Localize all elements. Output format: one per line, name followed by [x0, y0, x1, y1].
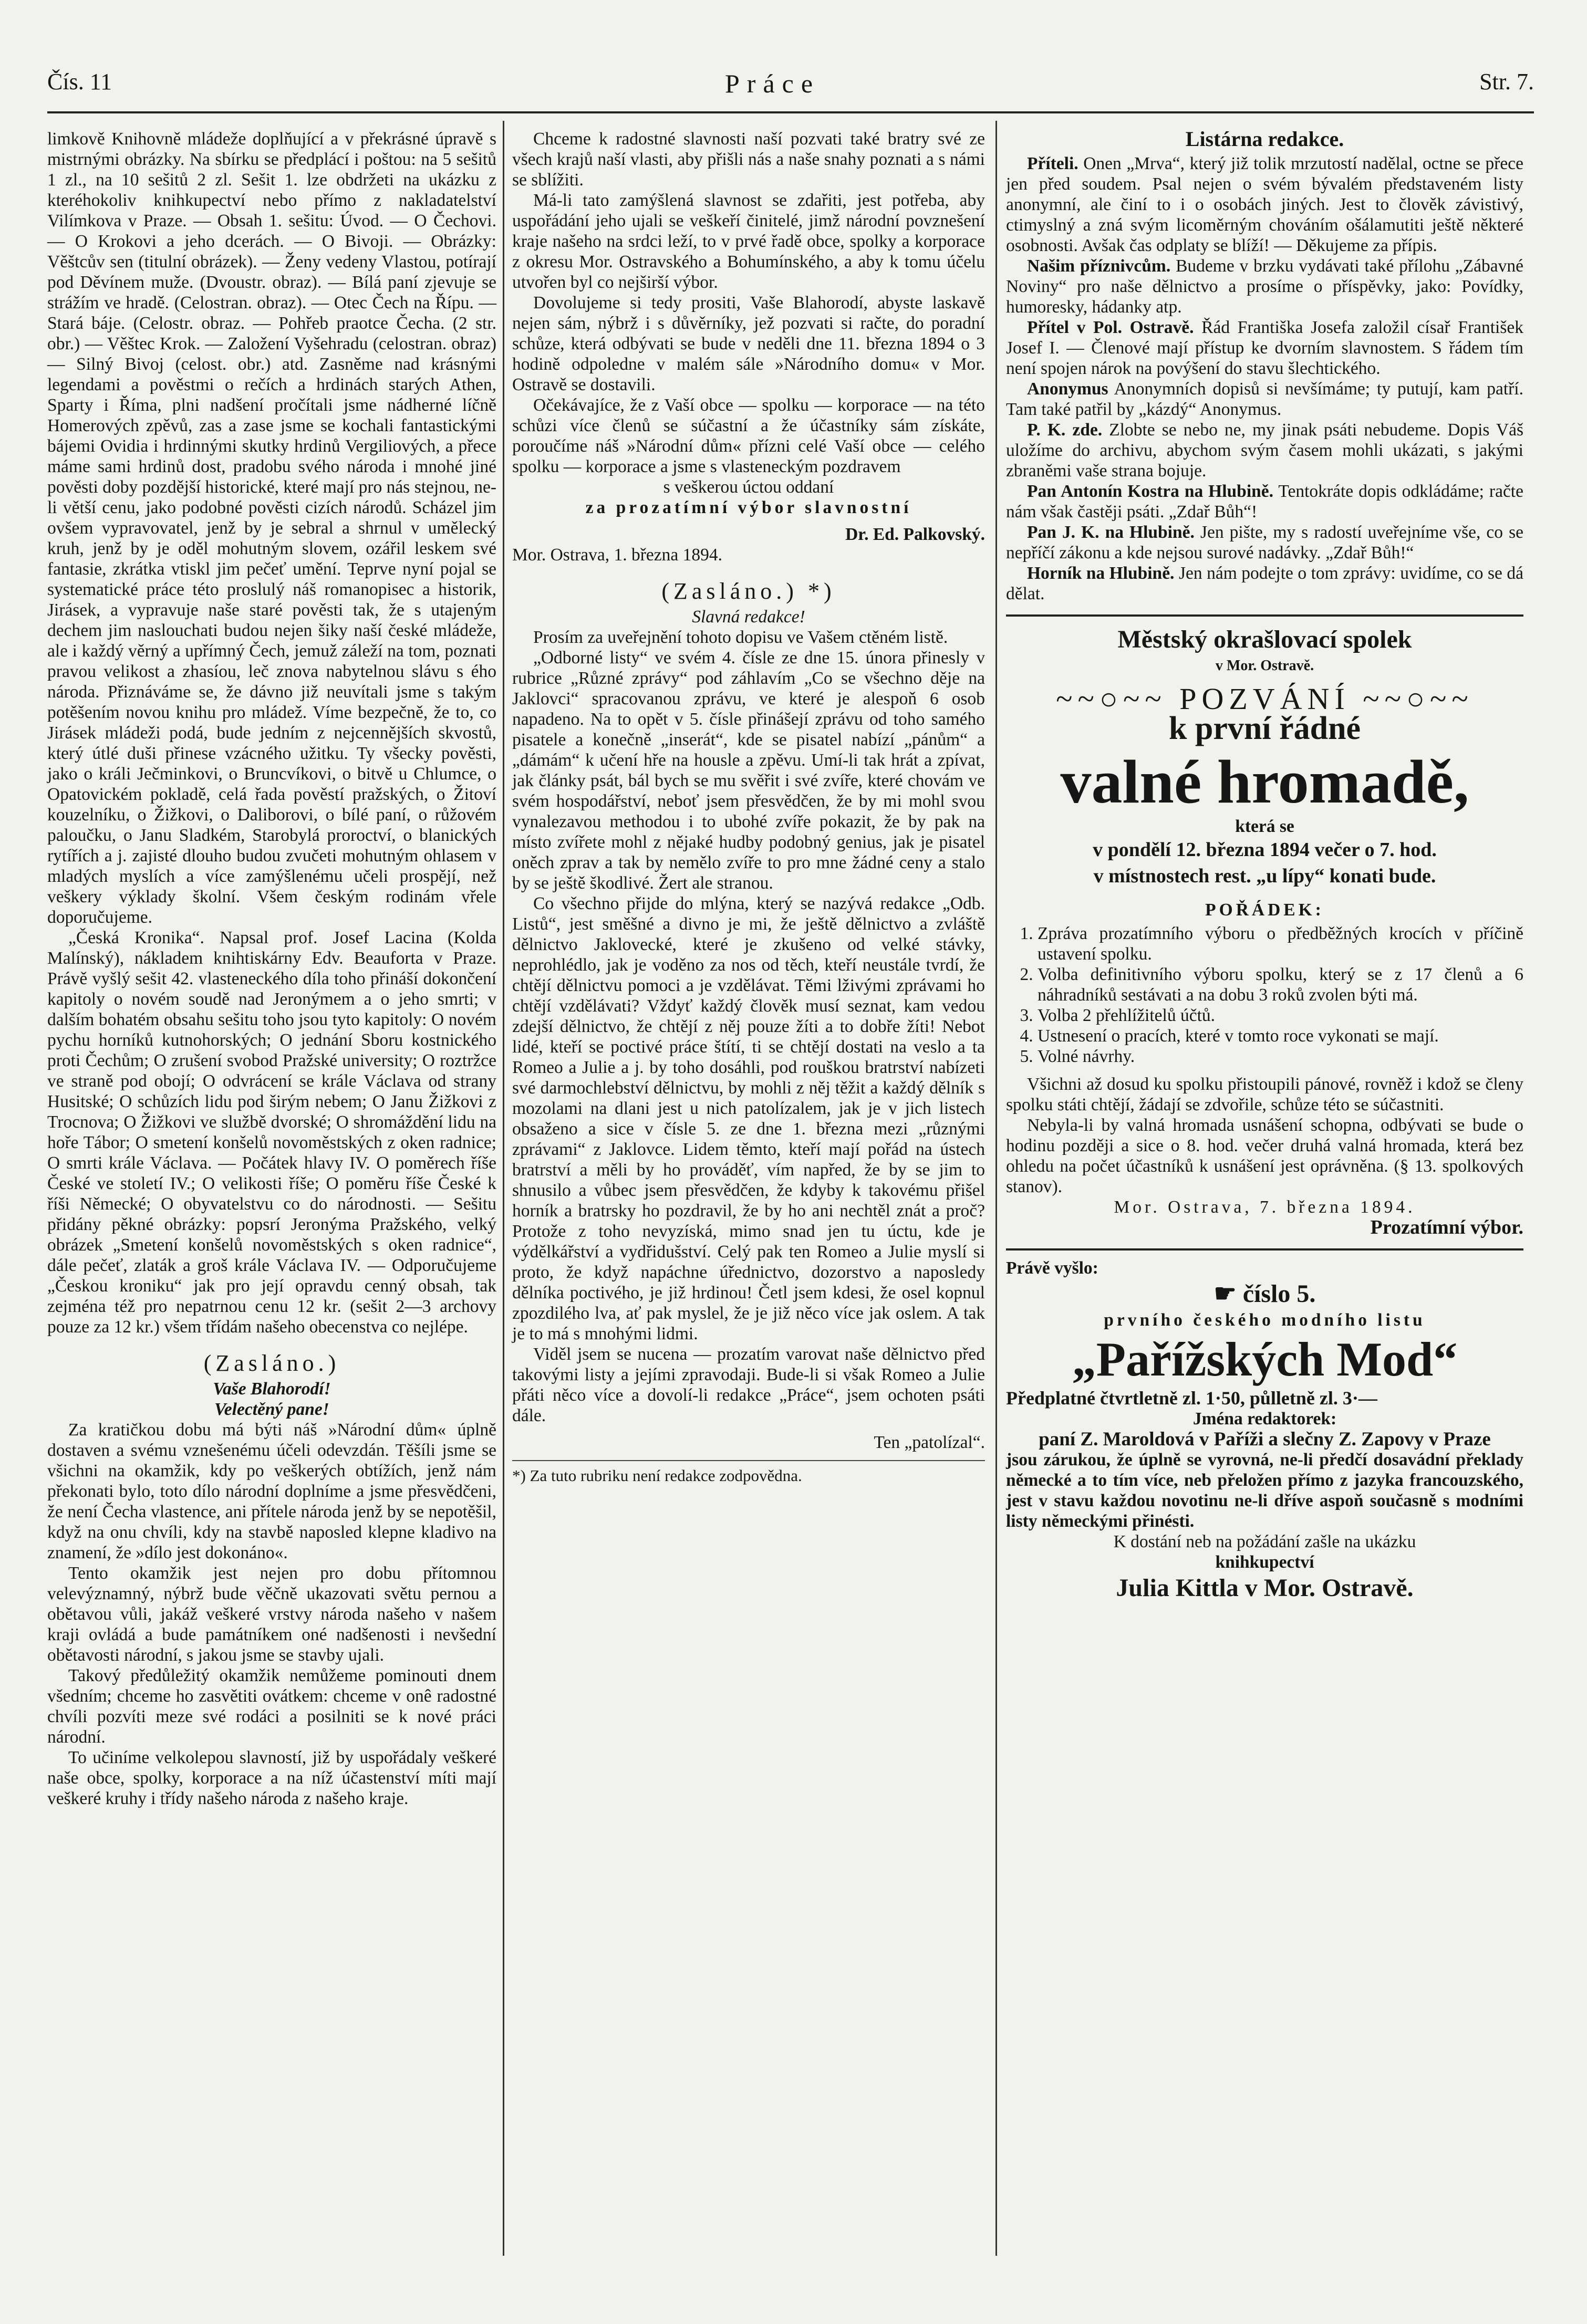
salutation: Velectěný pane!: [214, 1400, 329, 1419]
list-item: 1. Zpráva prozatímního výboru o předběžných krocích v příčině ustavení spolku.: [1038, 923, 1523, 964]
listarna-item: Pan Antonín Kostra na Hlubině. Tentokráte dopis odkládáme; račte nám však častěji psáti. „Zdař Bůh“!: [1006, 482, 1523, 522]
listarna-item: Přítel v Pol. Ostravě. Řád Františka Josefa založil císař František Josef I. — Členové mají přístup ke dvorním slavnostem. S řádem tím není spojen nárok na povýšení do stavu šlechtického.: [1006, 318, 1523, 378]
spolek-note: Všichni až dosud ku spolku přistoupili pánové, rovněž i kdož se členy spolku státi chtějí, žádají se zdvořile, schůze této se súčastniti.: [1006, 1075, 1523, 1114]
ad-knihkupectvi: knihkupectví: [1215, 1552, 1314, 1572]
letter-paragraph: „Odborné listy“ ve svém 4. čísle ze dne 15. února přinesly v rubrice „Různé zprávy“ pod záhlavím „Co se všechno děje na Jaklovci“ spracovanou zprávu, ve které je alespoň 6 osob napadeno. Na to opět v 5. čísle přinášejí zprávu od toho samého pisatele a konečně „inserát“, kde se pisatel nabízí „pánům“ a „dámám“ k učení hře na housle a zpěvu. Umí-li tak hrát a zpívat, jak články psát, bál bych se mu svěřit i své zvíře, které chovám ve svém hospodářství, neboť jsem přesvědčen, že by mi mohl svou vynalezavou methodou i to ubohé zvíře pokazit, že by pak na místo zvířete mohl z nějaké hudby podobný genius, jak je pisatel oněch zprav a tak by nemělo zvíře to pro mne žádné ceny a stalo by se ještě škodlivé. Žert ale stranou.: [512, 648, 985, 893]
newspaper-title: Práce: [725, 69, 821, 98]
ad-prvniho: prvního českého modního listu: [1104, 1310, 1426, 1330]
column-divider: [503, 121, 504, 2256]
letter-paragraph: Tento okamžik jest nejen pro dobu přítomnou velevýznamný, nýbrž bude věčně ukazovati světu pernou a obětavou vůli, jakáž veškeré vrstvy národa našeho v našem kraji ovládá a bude památníkem oné nadšenosti i nevšední obětavosti národní, s jakou jsme se stavby ujali.: [47, 1564, 496, 1665]
letter-paragraph: Chceme k radostné slavnosti naší pozvati také bratry své ze všech krajů naší vlasti, aby přišli nás a naše snahy poznati a s námi se sblížiti.: [512, 129, 985, 190]
listarna-item: Horník na Hlubině. Jen nám podejte o tom zprávy: uvidíme, co se dá dělat.: [1006, 564, 1523, 603]
greeting: s veškerou úctou oddaní: [663, 477, 834, 497]
spolek-announcement: [1006, 614, 1523, 1238]
ad-vyslo: Právě vyšlo:: [1006, 1258, 1098, 1278]
issue-number: Čís. 11: [47, 69, 112, 95]
column-2: [512, 129, 985, 1486]
spolek-signed: Prozatímní výbor.: [1370, 1216, 1523, 1238]
column-3: [1006, 129, 1523, 1604]
footnote: *) Za tuto rubriku není redakce zodpovědna.: [512, 1460, 985, 1486]
list-item: 5. Volné návrhy.: [1038, 1046, 1523, 1067]
ad-text: jsou zárukou, že úplně se vyrovná, ne-li předčí dosavádní překlady německé a to tím více, neb přeložen přímo z jazyka francouzského, jest v stavu každou novotinu ne-li dříve aspoň současně s modními listy německými přinésti.: [1006, 1450, 1523, 1531]
letter-paragraph: Má-li tato zamýšlená slavnost se zdařiti, jest potřeba, aby uspořádání jeho ujali se veškeří činitelé, jimž národní povznešení kraje našeho na srdci leží, to v prvé řadě obce, spolky a korporace z okresu Mor. Ostravského a Bohumínského, a aby k tomu účelu utvořen byl co nejširší výbor.: [512, 191, 985, 292]
signature: Ten „patolízal“.: [874, 1433, 985, 1452]
zaslano-heading: (Zasláno.): [203, 1350, 340, 1376]
spolek-date: Mor. Ostrava, 7. března 1894.: [1114, 1197, 1416, 1217]
ktera-se: která se: [1235, 817, 1294, 836]
letter-paragraph: Očekávajíce, že z Vaší obce — spolku — korporace — na této schůzi více členů se súčastní a že účastníky sám získáte, poroučíme náš »Národní dům« přízni celé Vaší obce — celého spolku — korporace a jsme s vlasteneckým pozdravem: [512, 395, 985, 476]
spolek-place: v Mor. Ostravě.: [1215, 658, 1314, 674]
ad-julius: Julia Kittla v Mor. Ostravě.: [1116, 1574, 1414, 1602]
column-1: [47, 129, 496, 1809]
listarna-item: Pan J. K. na Hlubině. Jen pište, my s radostí uveřejníme vše, co se nepříčí zákonu a kde nejsou surové nadávky. „Zdař Bůh!“: [1006, 523, 1524, 562]
page-header: [47, 58, 1534, 105]
listarna-heading: Listárna redakce.: [1185, 127, 1344, 151]
header-rule: [47, 111, 1534, 113]
salutation: Slavná redakce!: [692, 607, 805, 627]
list-item: 2. Volba definitivního výboru spolku, který se z 17 členů a 6 náhradníků sestávati a na dobu 3 roků zvolen býti má.: [1038, 964, 1523, 1005]
list-item: 4. Ustnesení o pracích, které v tomto roce vykonati se mají.: [1038, 1026, 1523, 1046]
program-list: [1006, 923, 1523, 1067]
letter-paragraph: Viděl jsem se nucena — prozatím varovat naše dělnictvo před takovými listy a jejími zpravodaji. Bude-li si však Romeo a Julie přáti něco více a dovolí-li redakce „Práce“, jsem ochoten psáti dále.: [512, 1345, 985, 1425]
list-item: 3. Volba 2 přehlížitelů účtů.: [1038, 1005, 1523, 1026]
pozvani-heading: ~~○~~ POZVÁNÍ ~~○~~: [1056, 682, 1474, 716]
column-divider: [995, 121, 997, 2256]
ad-title: „Pařížských Mod“: [1072, 1332, 1458, 1386]
letter-paragraph: Za kratičkou dobu má býti náš »Národní dům« úplně dostaven a svému vznešenému účeli odevzdán. Těšíli jsme se všichni na okamžik, kdy po veškerých obtížích, jenž nám překonati bylo, toto dílo národní doplníme a jsme přesvědčeni, že není Čecha vlastence, ani přítele národa jenž by se nepotěšil, když na onu chvíli, kdy na stavbě naposled klepne kladivo na znamení, že »dílo jest dokonáno«.: [47, 1420, 496, 1562]
ad-editors: paní Z. Maroldová v Paříži a slečny Z. Zapovy v Praze: [1039, 1429, 1491, 1450]
spolek-name: Městský okrašlovací spolek: [1117, 626, 1412, 653]
letter-paragraph: To učiníme velkolepou slavností, již by uspořádaly veškeré naše obce, spolky, korporace a na níž účastenství míti mají veškeré kruhy i třídy našeho národa z našeho kraje.: [47, 1748, 496, 1808]
ad-dostani: K dostání neb na požádání zašle na ukázku: [1113, 1532, 1416, 1551]
listarna-item: P. K. zde. Zlobte se nebo ne, my jinak psáti nebudeme. Dopis Váš uložíme do archivu, abychom svým časem mohli ukázati, s jakými zbraněmi vaše strana bojuje.: [1006, 420, 1523, 481]
ornament-icon: ~~○~~: [1056, 682, 1180, 716]
zaslano-heading: (Zasláno.) *): [661, 578, 836, 604]
k-prvni: k první řádné: [1168, 711, 1361, 746]
poradek-heading: POŘÁDEK:: [1205, 900, 1324, 920]
meeting-datetime: v pondělí 12. března 1894 večer o 7. hod.: [1093, 839, 1437, 861]
meeting-venue: v místnostech rest. „u lípy“ konati bude.: [1093, 865, 1436, 887]
valne-hromade: valné hromadě,: [1060, 747, 1469, 816]
signature: Dr. Ed. Palkovský.: [845, 525, 985, 544]
listarna-item: Příteli. Onen „Mrva“, který již tolik mrzutostí nadělal, octne se přece jen před soudem. Psal nejen o svém bývalém představeném listy anonymní, ale činí to i o osobách jiných. Jest to člověk závistivý, ctimyslný a zná svým licoměrným chováním ošálamutiti ještě některé osobnosti. Avšak čas odplaty se blíží! — Děkujeme za přípis.: [1006, 154, 1523, 255]
spolek-note: Nebyla-li by valná hromada usnášení schopna, odbývati se bude o hodinu později a sice o 8. hod. večer druhá valná hromada, která bez ohledu na počet účastníků k usnášení jest oprávněna. (§ 13. spolkových stanov).: [1006, 1116, 1523, 1196]
letter-paragraph: Takový předůležitý okamžik nemůžeme pominouti dnem všedním; chceme ho zasvětiti ovátkem: chceme v onê radostné chvíli pozvíti meze své rodáci a posilniti se k nové práci národní.: [47, 1666, 496, 1747]
book-review-kronika: „Česká Kronika“. Napsal prof. Josef Lacina (Kolda Malínský), nákladem knihtiskárny Edv. Beauforta v Praze. Právě vyšlý sešit 42. vlasteneckého díla toho přináší dokončení kapitoly o novém soudě nad Jeronýmem a o jeho smrti; v dalším bohatém obsahu sešitu toho jsou tyto kapitoly: O novém pychu horníků kutnohorských; O jednání Sboru kostnického proti Čechům; O zrušení svobod Pražské university; O roztržce ve straně pod obojí; O odvrácení se krále Václava od strany Husitské; O schůzích lidu pod širým nebem; O Janu Žižkovi z Trocnova; O Žižkovi ve službě dvorské; O shromáždění lidu na hoře Tábor; O smetení konšelů novoměstských z oken radnice; O smrti krále Václava. — Počátek hlavy IV. O poměrech říše České ve století IV.; O velikosti říše; O poměru říše České k říši Německé; O obyvatelstvu co do národnosti. — Sešitu přidány pěkné obrázky: popsrí Jeronýma Pražského, velký obrázek „Smetení konšelů novoměstských s oken radnice“, dále pečeť, zlaták a groš krále Václava IV. — Odporučujeme „Českou kroniku“ jak pro její opravdu cenný obsah, tak zejména též pro nepatrnou cenu 12 kr. (sešit 2—3 archovy pouze za 12 kr.) všem třídám našeho obecenstva co nejlépe.: [47, 928, 496, 1337]
ad-cislo: ☛ číslo 5.: [1213, 1280, 1316, 1308]
letter-paragraph: Dovolujeme si tedy prositi, Vaše Blahorodí, abyste laskavě nejen sám, nýbrž i s důvěrníky, jež pozvati si račte, do poradní schůze, která odbývati se bude v neděli dne 11. března 1894 o 3 hodině odpoledne v malém sále »Národního domu« v Mor. Ostravě se dostavili.: [512, 293, 985, 394]
ornament-icon: ~~○~~: [1350, 682, 1474, 716]
ad-jmena: Jména redaktorek:: [1192, 1409, 1337, 1429]
letter-paragraph: Prosím za uveřejnění tohoto dopisu ve Vašem ctěném listě.: [533, 628, 948, 647]
pointing-hand-icon: ☛: [1213, 1280, 1243, 1308]
book-review-jirasek: limkově Knihovně mládeže doplňující a v překrásné úpravě s mistrnými obrázky. Na sbírku se předplácí i poštou: na 5 sešitů 1 zl., na 10 sešitů 2 zl. Sešit 1. lze obdržeti na ukázku z kteréhokoliv knihkupectví nebo přímo z nakladatelství Vilímkova v Praze. — Obsah 1. sešitu: Úvod. — O Čechovi. — O Krokovi a jeho dcerách. — O Bivoji. — Obrázky: Věštcův sen (titulní obrázek). — Ženy vedeny Vlastou, potírají pod Děvínem muže. (Dvoustr. obraz). — Bílá paní zjevuje se strážím ve hradě. (Celostran. obraz). — Otec Čech na Řípu. — Stará báje. (Celostr. obraz. — Pohřeb praotce Čecha. (2 str. obr.) — Věštec Krok. — Založení Vyšehradu (celostran. obraz) — Silný Bivoj (celost. obr.) atd. Zasněme nad krásnými legendami a pověstmi o rečích a hrdinách starých Athen, Sparty i Říma, plni nadšení pročítali jsme nádherné líčně Homerových zpěvů, zas a zase jsme se kochali fantastickými bájemi Ovidia i hrdinnými skutky hrdinů Vergiliových, a přece máme sami hrdinů dost, pradobu svého národa i mnohé jiné pověsti doby pozdější historické, které mají pro nás stejnou, ne-li větší cenu, jako podobné pověsti cizích národů. Scházel jim ovšem vypravovatel, jenž by je sebral a shrnul v umělecký kruh, jenž by je oděl mohutným slovem, ozářil leskem své fantasie, zkrátka vtiskl jim pečeť umění. Teprve nyní pojal se systematické práce této proslulý náš romanopisec a historik, Jirásek, a vypravuje naše staré pověsti tak, že s utajeným dechem jim naslouchati budou nejen šiky naší české mládeže, ale i každý věrný a upřímný Čech, jemuž záleží na tom, poznati pravou velikost a zhasíou, leč znova nabytelnou slávu s ého národa. Přiznáváme se, že dávno již neuvítali jsme s takým potěšením novou knihu pro mládež. Víme bezpečně, že to, co Jirásek mládeži podá, bude jedním z nejcennějších skvostů, který útlé duši přinese vzácného užitku. Ty všecky pověsti, jako o králi Ječminkovi, o Bruncvíkovi, o bitvě u Chlumce, o Opatovickém pokladě, celá řada pověstí pražských, o Žitoví kouzelníku, o Žižkovi, o Daliborovi, o bílé paní, o růžovém paloučku, o Janu Sladkém, Starobylá proroctví, o blanických rytířích a j. zajisté dlouho budou zvučeti mohutným ohlasem v mladých myslích a více zamýšlenému učeli prospějí, než veškery výklady školní. Všem českým rodinám vřele doporučujeme.: [47, 129, 496, 927]
letter-paragraph: Co všechno přijde do mlýna, který se nazývá redakce „Odb. Listů“, jest směšné a divno je mi, že ještě dělnictvo a zvláště dělnictvo Jaklovecké, které je zkušeno od velké stávky, neprohlédlo, jak je voděno za nos od těch, kteří neustále tvrdí, že chtějí dělnictvu pomoci a je vzdělávat. Těmi lživými zprávami ho chtějí vzdělávati? Vždyť každý člověk musí seznat, kam vedou zdejší dělnictvo, že chtějí z něj pouze žíti a to dobře žíti! Nebot lidé, kteří se poctivé práce štítí, ti se chtějí dostati na veslo a ta Romeo a Julie a j. by toho dosáhli, pod rouškou bratrství nabízeti své darmochlebství dělnictvu, by mohli z něj těžit a každý dělník s mozolami na dlani jest u nich patolízalem, jak je v jich listech obsaženo a sice v čísle 5. ze dne 1. března mezi „různými zprávami“ z Jaklovce. Lidem těmto, kteří mají pořád na ústech bratrství a měli by ho prováděť, vím napřed, že by se jim to shnusilo a vůbec jsem přesvědčen, že kdyby k takovému přišel horník a bratrsky ho pozdravil, že by ho ani nechtěl znát a proč? Protože z toho nevyzíská, mimo snad jen tu úctu, kde je výdělkářství a vydřidušství. Celý pak ten Romeo a Julie myslí si proto, že když napáchne úřednictvo, dozorstvo a naposledy dělníka poctivého, je již hrdinou! Četl jsem kdesi, že osel kopnul zpozdilého lva, ať pak myslel, že je již něco více jak oslem. A tak je to má s mnohými lidmi.: [512, 894, 985, 1343]
ad-predplatne: Předplatné čtvrtletně zl. 1·50, půlletně zl. 3·—: [1006, 1388, 1377, 1409]
salutation: Vaše Blahorodí!: [213, 1379, 331, 1399]
mody-advertisement: [1006, 1248, 1523, 1604]
committee-line: za prozatímní výbor slavnostní: [585, 498, 912, 517]
page-number: Str. 7.: [1479, 69, 1534, 95]
listarna-item: Našim příznivcům. Budeme v brzku vydávati také přílohu „Zábavné Noviny“ pro naše dělnictvo a prosíme o příspěvky, jako: Povídky, humoresky, hádanky atp.: [1006, 256, 1523, 317]
place-date: Mor. Ostrava, 1. března 1894.: [512, 545, 723, 565]
listarna-item: Anonymus Anonymních dopisů si nevšímáme; ty putují, kam patří. Tam také patřil by „kázdý“ Anonymus.: [1006, 379, 1523, 419]
